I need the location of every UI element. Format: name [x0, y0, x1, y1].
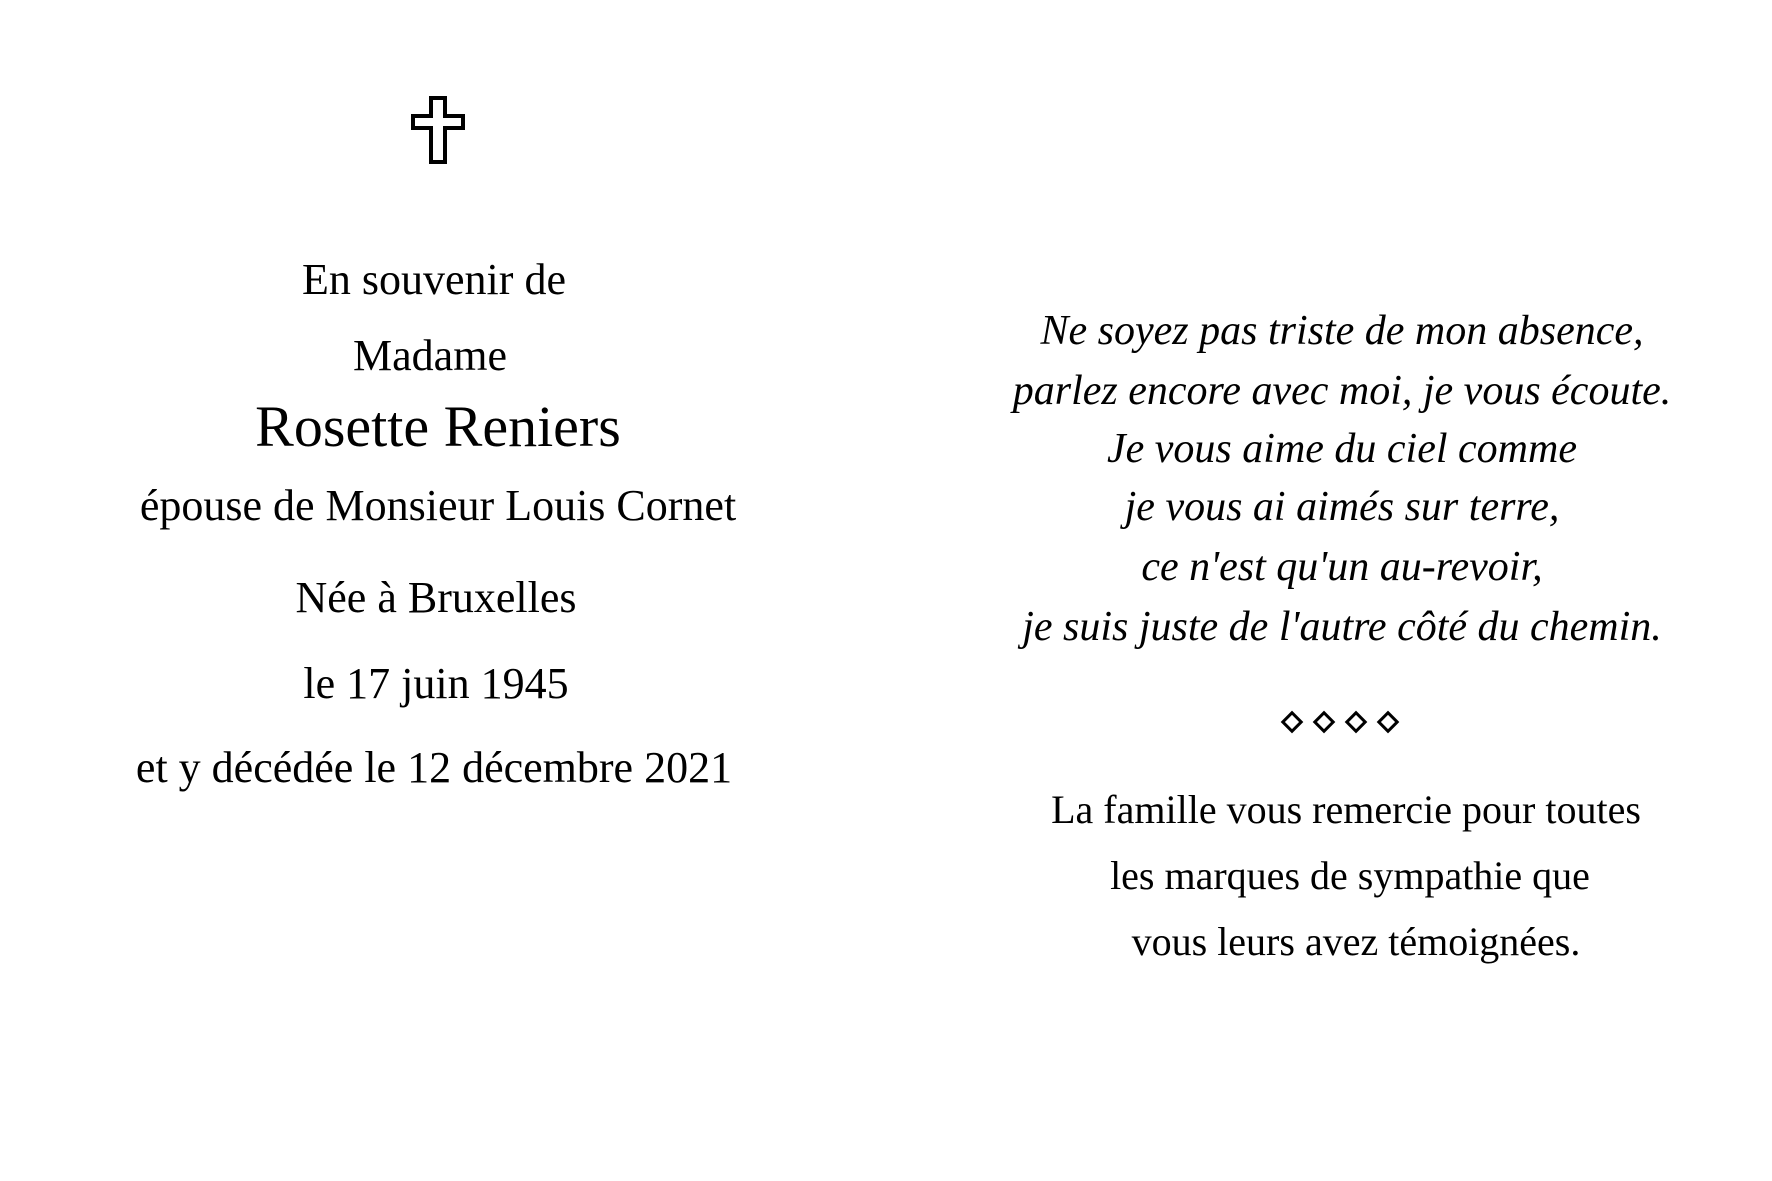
thanks-line: La famille vous remercie pour toutes	[1051, 787, 1641, 832]
cross-icon	[410, 96, 466, 164]
diamond-icon	[1345, 711, 1368, 734]
poem-line: parlez encore avec moi, je vous écoute.	[1012, 368, 1672, 414]
intro-line: En souvenir de	[302, 255, 566, 304]
poem-line: Ne soyez pas triste de mon absence,	[1040, 308, 1644, 354]
deceased-name: Rosette Reniers	[255, 394, 621, 459]
diamond-icon	[1281, 711, 1304, 734]
death-line: et y décédée le 12 décembre 2021	[135, 743, 733, 792]
poem-line: Je vous aime du ciel comme	[1107, 426, 1577, 472]
birthdate-line: le 17 juin 1945	[303, 659, 569, 708]
spouse-line: épouse de Monsieur Louis Cornet	[139, 481, 737, 530]
right-panel	[940, 0, 1740, 1181]
poem-line: je suis juste de l'autre côté du chemin.	[1022, 604, 1662, 650]
poem-line: ce n'est qu'un au-revoir,	[1141, 544, 1543, 590]
poem-line: je vous ai aimés sur terre,	[1124, 484, 1560, 530]
diamond-separator-icon	[1284, 714, 1396, 730]
birthplace-line: Née à Bruxelles	[295, 573, 577, 622]
diamond-icon	[1377, 711, 1400, 734]
thanks-line: les marques de sympathie que	[1110, 853, 1590, 898]
thanks-line: vous leurs avez témoignées.	[1131, 919, 1581, 964]
diamond-icon	[1313, 711, 1336, 734]
title-line: Madame	[353, 331, 507, 380]
